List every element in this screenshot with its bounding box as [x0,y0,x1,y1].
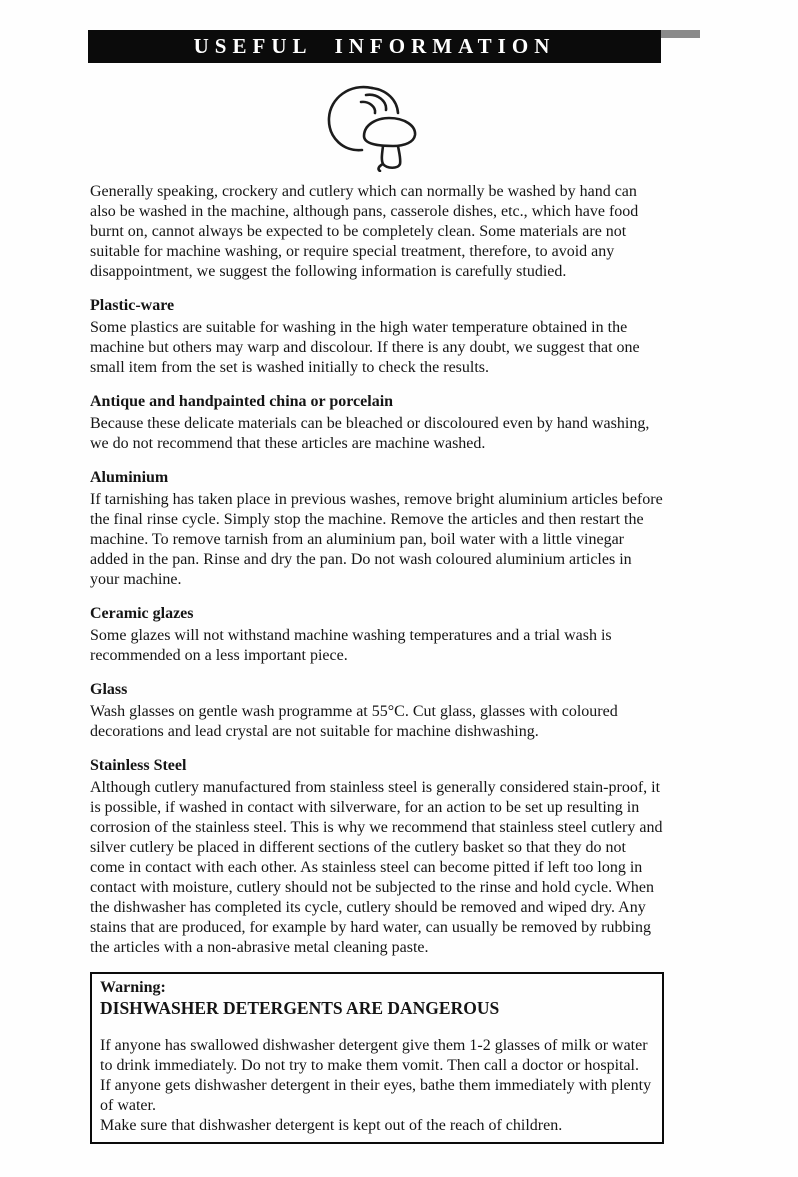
section-glass [90,680,664,742]
section-heading: Plastic-ware [90,297,175,314]
section-body: Wash glasses on gentle wash programme at 55°C. Cut glass, glasses with coloured decorations and lead crystal are not suitable for machine dishwashing. [90,703,618,740]
section-stainless-steel [90,756,664,958]
section-body: Some plastics are suitable for washing in the high water temperature obtained in the machine but others may warp and discolour. If there is any doubt, we suggest that one small item from the set is washed initially to check the results. [90,319,640,376]
section-heading: Aluminium [90,469,169,486]
warning-title: DISHWASHER DETERGENTS ARE DANGEROUS [100,998,500,1018]
content-column [90,182,664,1144]
warning-box [90,972,664,1144]
section-antique-china [90,392,664,454]
section-ceramic-glazes [90,604,664,666]
mushrooms-illustration-svg [320,80,424,172]
section-body: If tarnishing has taken place in previous washes, remove bright aluminium articles before the final rinse cycle. Simply stop the machine. Remove the articles and then restart the machine. To remove tarnish from an aluminium pan, boil water with a little vinegar added in the pan. Rinse and dry the pan. Do not wash coloured aluminium articles in your machine. [90,491,663,588]
section-heading: Stainless Steel [90,757,187,774]
section-heading: Glass [90,681,128,698]
page-title: USEFUL INFORMATION [193,34,556,58]
warning-paragraph: Make sure that dishwasher detergent is kept out of the reach of children. [100,1117,563,1134]
section-header-bar [88,30,661,63]
intro-paragraph: Generally speaking, crockery and cutlery which can normally be washed by hand can also be washed in the machine, although pans, casserole dishes, etc., which have food burnt on, cannot always be expected to be completely clean. Some materials are not suitable for machine washing, or require special treatment, therefore, to avoid any disappointment, we suggest the following information is carefully studied. [90,183,639,280]
warning-paragraph: If anyone gets dishwasher detergent in their eyes, bathe them immediately with plenty of water. [100,1077,652,1114]
section-aluminium [90,468,664,590]
section-heading: Antique and handpainted china or porcelain [90,393,394,410]
section-body: Some glazes will not withstand machine washing temperatures and a trial wash is recommended on a less important piece. [90,627,612,664]
warning-paragraph: If anyone has swallowed dishwasher detergent give them 1-2 glasses of milk or water to drink immediately. Do not try to make them vomit. Then call a doctor or hospital. [100,1037,648,1074]
section-heading: Ceramic glazes [90,605,194,622]
mushrooms-illustration [320,80,424,172]
section-body: Because these delicate materials can be bleached or discoloured even by hand washing, we do not recommend that these articles are machine washed. [90,415,650,452]
section-plastic-ware [90,296,664,378]
warning-label: Warning: [100,979,166,996]
section-body: Although cutlery manufactured from stainless steel is generally considered stain-proof, it is possible, if washed in contact with silverware, for an action to be set up resulting in corrosion of the stainless steel. This is why we recommend that stainless steel cutlery and silver cutlery be placed in different sections of the cutlery basket so that they do not come in contact with each other. As stainless steel can become pitted if left too long in contact with moisture, cutlery should not be subjected to the rinse and hold cycle. When the dishwasher has completed its cycle, cutlery should be removed and wiped dry. Any stains that are produced, for example by hard water, can usually be removed by rubbing the articles with a non-abrasive metal cleaning paste. [90,779,663,956]
